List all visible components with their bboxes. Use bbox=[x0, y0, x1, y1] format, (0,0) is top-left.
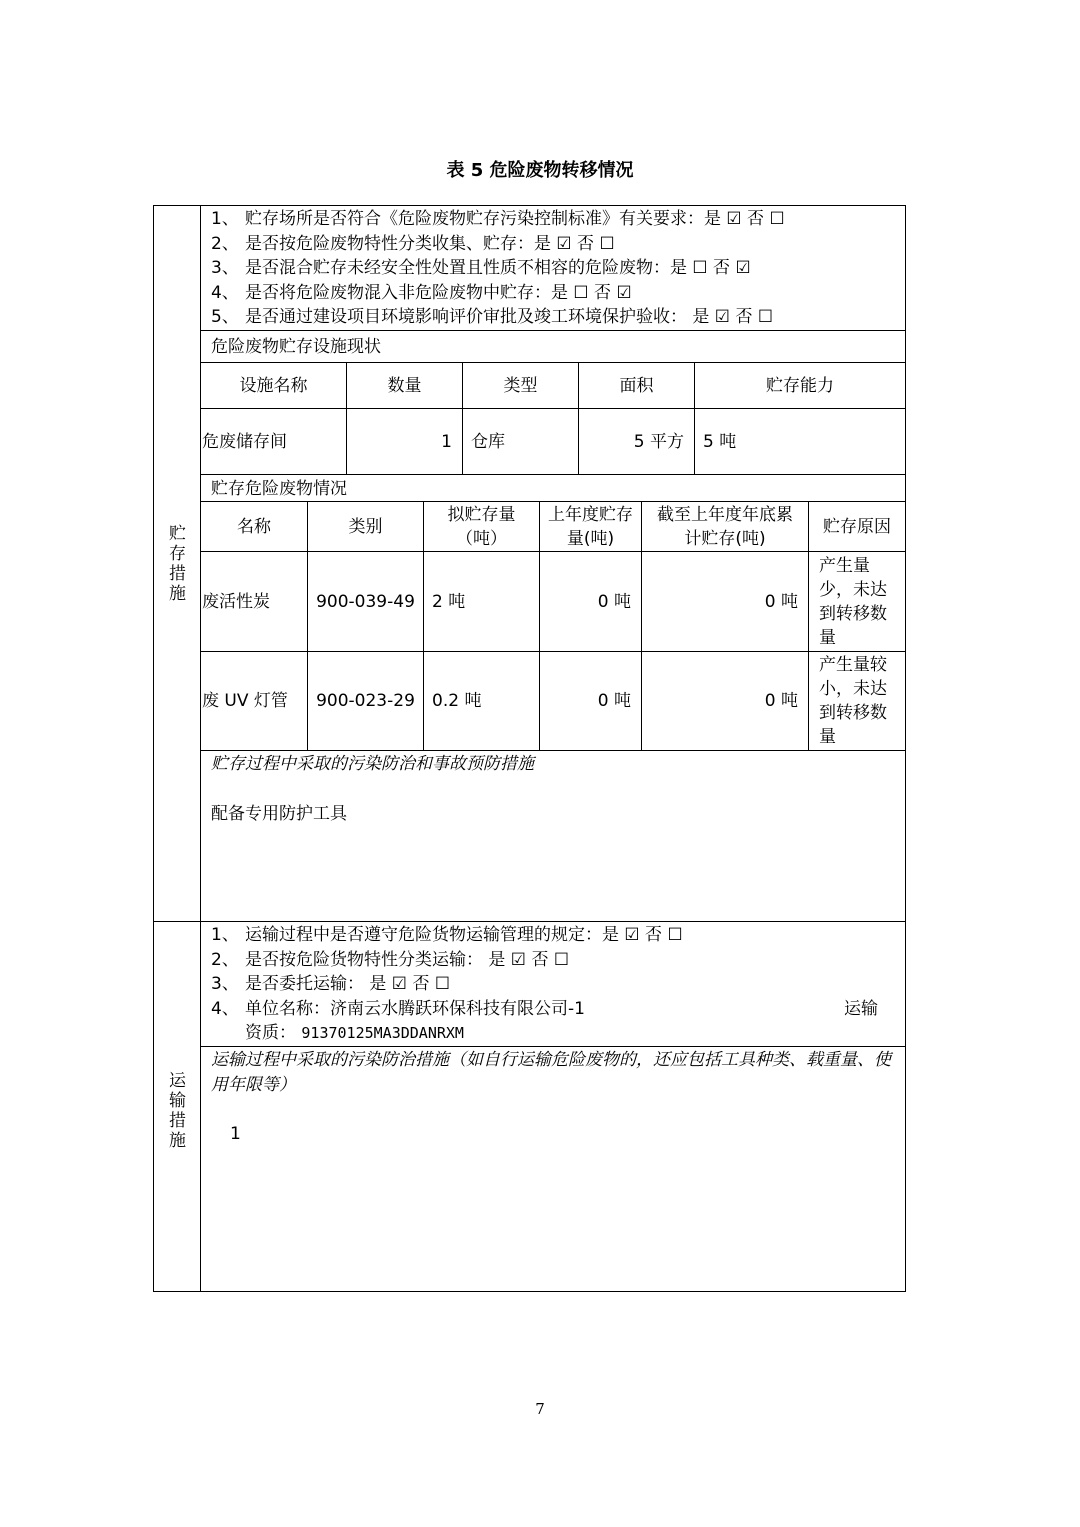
facility-cell-type: 仓库 bbox=[471, 431, 505, 452]
storage-measures-text: 配备专用防护工具 bbox=[211, 804, 347, 824]
divider bbox=[200, 1046, 905, 1047]
facility-header-area: 面积 bbox=[619, 375, 654, 396]
facility-header-name: 设施名称 bbox=[239, 375, 308, 396]
waste-cell-planned: 0.2 吨 bbox=[432, 691, 482, 711]
transport-question-1: 1、 运输过程中是否遵守危险货物运输管理的规定：是 ☑ 否 ☐ bbox=[211, 925, 683, 945]
waste-header-name: 名称 bbox=[237, 516, 271, 537]
facility-cell-capacity: 5 吨 bbox=[703, 431, 737, 452]
divider bbox=[694, 362, 695, 475]
waste-cell-cumulative: 0 吨 bbox=[764, 591, 798, 612]
waste-cell-name: 废 UV 灯管 bbox=[202, 691, 288, 711]
waste-cell-last-year: 0 吨 bbox=[597, 691, 631, 711]
divider bbox=[200, 474, 905, 475]
storage-question-2: 2、 是否按危险废物特性分类收集、贮存：是 ☑ 否 ☐ bbox=[211, 233, 615, 254]
storage-question-4: 4、 是否将危险废物混入非危险废物中贮存：是 ☐ 否 ☑ bbox=[211, 282, 632, 303]
divider bbox=[462, 362, 463, 475]
facility-header-capacity: 贮存能力 bbox=[766, 375, 834, 396]
waste-cell-name: 废活性炭 bbox=[202, 591, 270, 612]
divider bbox=[539, 501, 540, 751]
waste-header-category: 类别 bbox=[348, 516, 383, 537]
transport-measures-text: 1 bbox=[230, 1124, 241, 1144]
waste-cell-cumulative: 0 吨 bbox=[764, 691, 798, 711]
waste-cell-category: 900-023-29 bbox=[316, 691, 415, 711]
waste-cell-planned: 2 吨 bbox=[432, 591, 466, 612]
divider bbox=[641, 501, 642, 751]
divider bbox=[808, 501, 809, 751]
transport-measures-heading: 运输过程中采取的污染防治措施（如自行运输危险废物的，还应包括工具种类、载重量、使用年限等） bbox=[211, 1050, 891, 1095]
waste-header-cumulative: 截至上年度年底累计贮存(吨) bbox=[657, 504, 793, 549]
waste-cell-reason: 产生量较小，未达到转移数量 bbox=[819, 655, 887, 747]
facility-cell-name: 危废储存间 bbox=[202, 431, 287, 452]
storage-question-1: 1、 贮存场所是否符合《危险废物贮存污染控制标准》有关要求：是 ☑ 否 ☐ bbox=[211, 209, 785, 229]
facility-header-type: 类型 bbox=[503, 375, 538, 396]
divider bbox=[578, 362, 579, 475]
storage-measures-heading: 贮存过程中采取的污染防治和事故预防措施 bbox=[211, 754, 534, 774]
transport-qualification: 资质： 91370125MA3DDANRXM bbox=[245, 1023, 464, 1043]
divider bbox=[423, 501, 424, 751]
facility-heading: 危险废物贮存设施现状 bbox=[211, 337, 381, 357]
waste-cell-last-year: 0 吨 bbox=[597, 591, 631, 612]
storage-side-text: 贮存措施 bbox=[169, 524, 186, 604]
table-title: 表 5 危险废物转移情况 bbox=[446, 160, 634, 181]
storage-side-label bbox=[154, 524, 201, 604]
section-divider bbox=[154, 921, 905, 922]
facility-header-quantity: 数量 bbox=[387, 375, 422, 396]
divider bbox=[200, 750, 905, 751]
divider bbox=[307, 501, 308, 751]
transport-question-4: 4、 单位名称：济南云水腾跃环保科技有限公司-1 bbox=[211, 998, 585, 1019]
transport-question-2: 2、 是否按危险货物特性分类运输： 是 ☑ 否 ☐ bbox=[211, 949, 570, 970]
divider bbox=[200, 330, 905, 331]
transport-word: 运输 bbox=[844, 998, 878, 1019]
facility-cell-area: 5 平方 bbox=[633, 431, 684, 452]
storage-question-3: 3、 是否混合贮存未经安全性处置且性质不相容的危险废物：是 ☐ 否 ☑ bbox=[211, 258, 751, 278]
transport-question-3: 3、 是否委托运输： 是 ☑ 否 ☐ bbox=[211, 974, 451, 994]
waste-cell-category: 900-039-49 bbox=[316, 591, 415, 612]
waste-header-last-year: 上年度贮存量(吨) bbox=[548, 504, 633, 549]
facility-cell-quantity: 1 bbox=[441, 431, 452, 452]
storage-question-5: 5、 是否通过建设项目环境影响评价审批及竣工环境保护验收： 是 ☑ 否 ☐ bbox=[211, 307, 774, 327]
waste-header-reason: 贮存原因 bbox=[823, 516, 891, 537]
waste-cell-reason: 产生量少，未达到转移数量 bbox=[819, 555, 887, 648]
divider bbox=[346, 362, 347, 475]
waste-heading: 贮存危险废物情况 bbox=[211, 479, 347, 499]
waste-header-planned: 拟贮存量（吨） bbox=[447, 504, 516, 549]
transport-side-label bbox=[154, 1071, 201, 1151]
page-number: 7 bbox=[535, 1400, 545, 1418]
transfer-table bbox=[153, 205, 906, 1292]
transport-side-text: 运输措施 bbox=[169, 1071, 186, 1151]
